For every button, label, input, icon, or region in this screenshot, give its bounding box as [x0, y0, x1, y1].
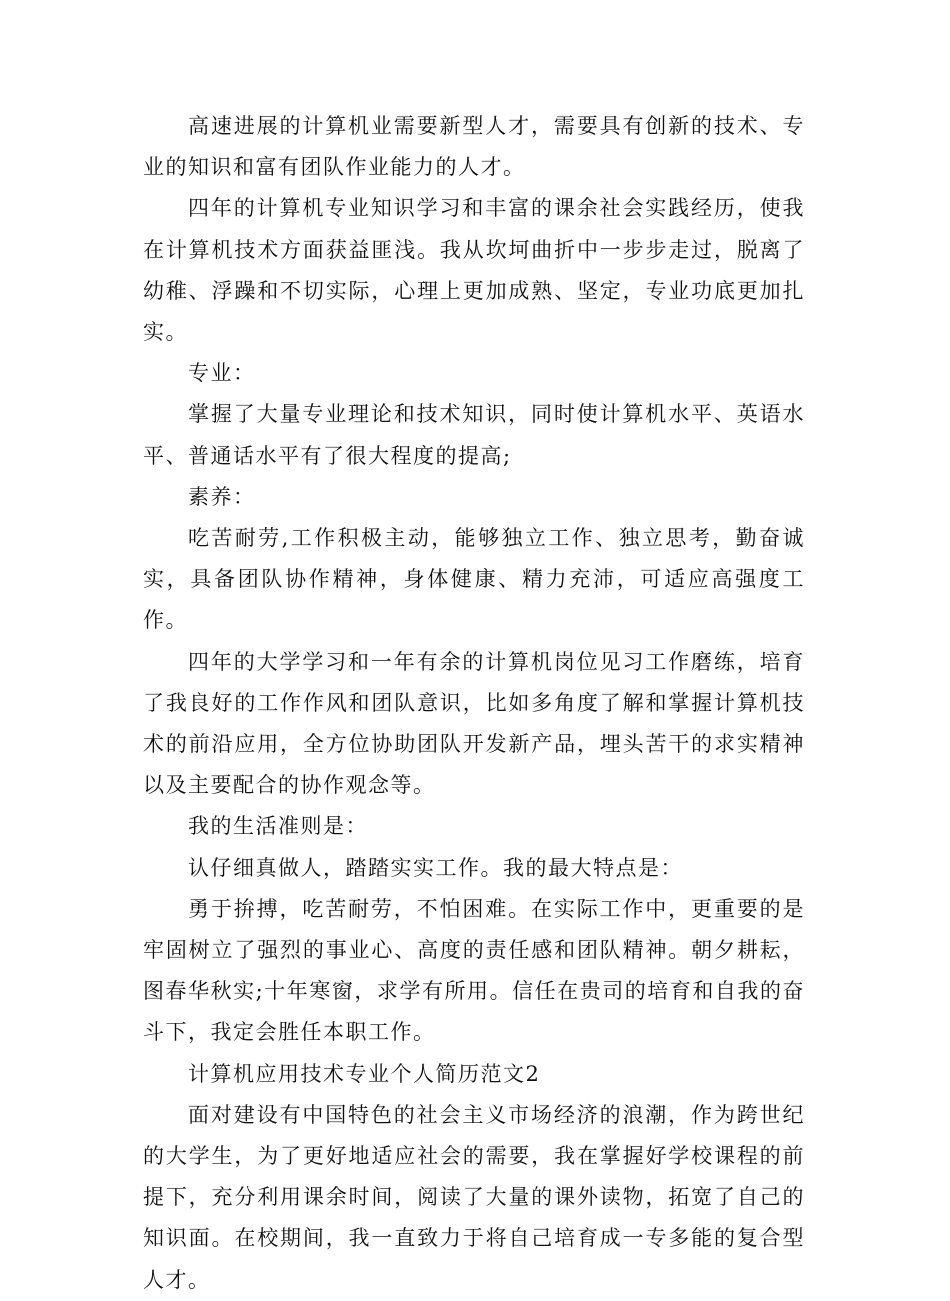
paragraph-work-experience: 四年的大学学习和一年有余的计算机岗位见习工作磨练，培育了我良好的工作作风和团队意识，比如多角度了解和掌握计算机技术的前沿应用，全方位协助团队开发新产品，埋头苦干的求实精神以及主要配合的协作观念等。	[143, 649, 805, 798]
paragraph-talent-demand: 高速进展的计算机业需要新型人才，需要具有创新的技术、专业的知识和富有团队作业能力的人才。	[143, 114, 805, 180]
document-body	[143, 106, 805, 1301]
paragraph-resume-2-intro: 面对建设有中国特色的社会主义市场经济的浪潮，作为跨世纪的大学生，为了更好地适应社会的需要，我在掌握好学校课程的前提下，充分利用课余时间，阅读了大量的课外读物，拓宽了自己的知识面。在校期间，我一直致力于将自己培育成一专多能的复合型人才。	[143, 1102, 805, 1292]
paragraph-life-principle: 认仔细真做人，踏踏实实工作。我的最大特点是：	[188, 855, 683, 880]
paragraph-life-principle-heading: 我的生活准则是：	[188, 814, 368, 839]
paragraph-professional-skills: 掌握了大量专业理论和技术知识，同时使计算机水平、英语水平、普通话水平有了很大程度的提高;	[143, 402, 805, 468]
paragraph-quality-details: 吃苦耐劳,工作积极主动，能够独立工作、独立思考，勤奋诚实，具备团队协作精神，身体健康、精力充沛，可适应高强度工作。	[143, 526, 805, 633]
section-title-resume-2: 计算机应用技术专业个人简历范文2	[188, 1061, 541, 1086]
paragraph-quality-heading: 素养：	[188, 484, 256, 509]
paragraph-personal-strengths: 勇于拚搏，吃苦耐劳，不怕困难。在实际工作中，更重要的是牢固树立了强烈的事业心、高度的责任感和团队精神。朝夕耕耘，图春华秋实;十年寒窗，求学有所用。信任在贵司的培育和自我的奋斗下，我定会胜任本职工作。	[143, 896, 805, 1045]
paragraph-study-experience: 四年的计算机专业知识学习和丰富的课余社会实践经历，使我在计算机技术方面获益匪浅。我从坎坷曲折中一步步走过，脱离了幼稚、浮躁和不切实际，心理上更加成熟、坚定，专业功底更加扎实。	[143, 196, 805, 345]
paragraph-professional-heading: 专业：	[188, 361, 256, 386]
